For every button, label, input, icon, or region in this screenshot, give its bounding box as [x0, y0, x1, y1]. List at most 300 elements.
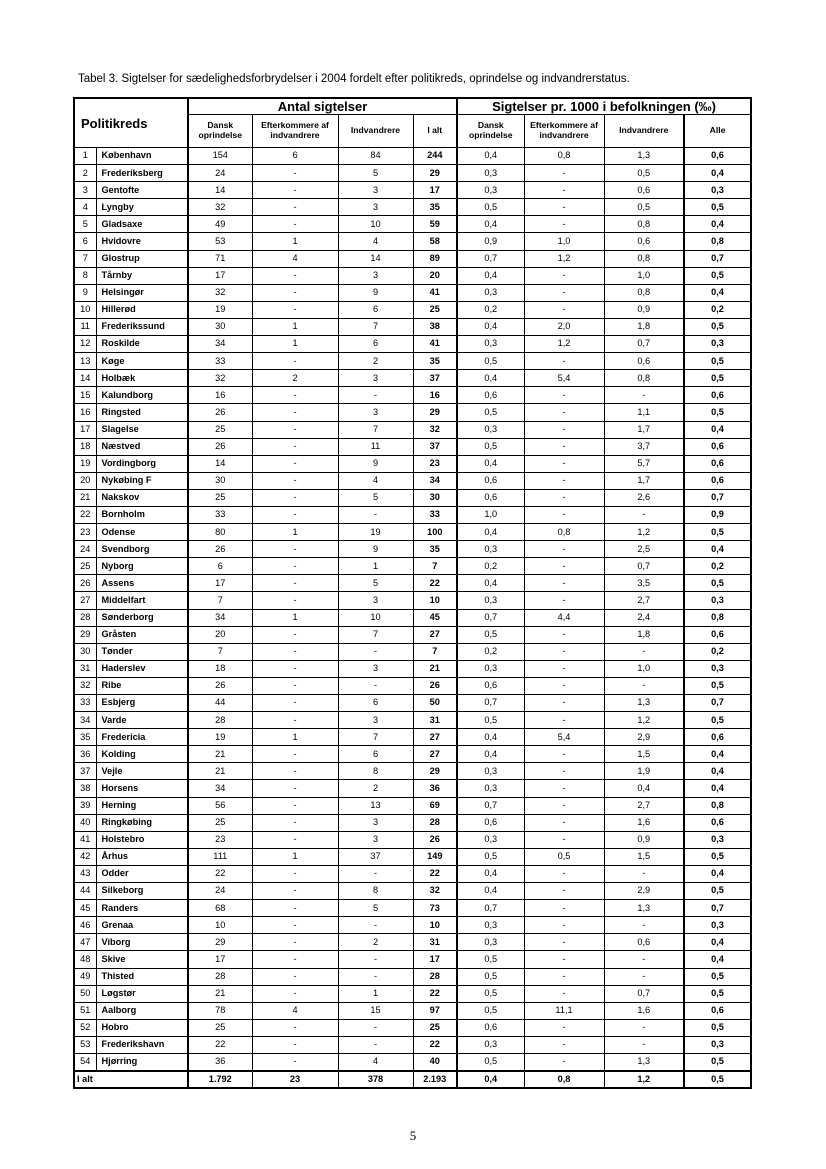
cell-indvandrere: 5 — [338, 575, 413, 592]
cell-efterkommere: - — [252, 489, 338, 506]
cell-rate-indvandrere: 1,9 — [604, 763, 684, 780]
cell-indvandrere: 8 — [338, 883, 413, 900]
cell-rate-alle: 0,2 — [684, 301, 751, 318]
cell-nr: 11 — [74, 318, 96, 335]
cell-rate-indvandrere: 2,4 — [604, 609, 684, 626]
cell-dansk: 26 — [188, 404, 252, 421]
cell-rate-dansk: 0,5 — [457, 951, 524, 968]
cell-i-alt: 29 — [413, 404, 457, 421]
table-row — [74, 797, 751, 814]
table-row — [74, 233, 751, 250]
cell-rate-efterkommere: 5,4 — [524, 729, 604, 746]
cell-indvandrere: 9 — [338, 541, 413, 558]
table-row — [74, 677, 751, 694]
cell-i-alt: 35 — [413, 541, 457, 558]
cell-rate-dansk: 0,6 — [457, 1019, 524, 1036]
cell-indvandrere: 6 — [338, 336, 413, 353]
cell-rate-efterkommere: - — [524, 951, 604, 968]
cell-indvandrere: 37 — [338, 848, 413, 865]
cell-rate-dansk: 0,6 — [457, 387, 524, 404]
cell-rate-efterkommere: 4,4 — [524, 609, 604, 626]
cell-rate-dansk: 0,4 — [457, 148, 524, 165]
header-politikreds: Politikreds — [74, 98, 188, 148]
cell-rate-dansk: 0,4 — [457, 318, 524, 335]
cell-rate-efterkommere: - — [524, 284, 604, 301]
cell-rate-indvandrere: - — [604, 1019, 684, 1036]
cell-efterkommere: 1 — [252, 848, 338, 865]
cell-i-alt: 17 — [413, 182, 457, 199]
cell-efterkommere: - — [252, 746, 338, 763]
cell-dansk: 21 — [188, 985, 252, 1002]
cell-politikreds: Viborg — [96, 934, 188, 951]
cell-nr: 30 — [74, 643, 96, 660]
cell-i-alt: 97 — [413, 1002, 457, 1019]
cell-dansk: 154 — [188, 148, 252, 165]
cell-efterkommere: - — [252, 660, 338, 677]
cell-efterkommere: 1 — [252, 318, 338, 335]
cell-rate-dansk: 0,6 — [457, 814, 524, 831]
cell-rate-indvandrere: 1,8 — [604, 318, 684, 335]
header-dansk: Dansk oprindelse — [188, 115, 252, 148]
cell-rate-alle: 0,5 — [684, 1019, 751, 1036]
cell-rate-alle: 0,6 — [684, 1002, 751, 1019]
cell-rate-indvandrere: 0,8 — [604, 284, 684, 301]
cell-nr: 40 — [74, 814, 96, 831]
cell-indvandrere: 11 — [338, 438, 413, 455]
cell-rate-alle: 0,4 — [684, 865, 751, 882]
cell-rate-alle: 0,7 — [684, 250, 751, 267]
cell-rate-indvandrere: 3,7 — [604, 438, 684, 455]
cell-i-alt: 25 — [413, 1019, 457, 1036]
table-row — [74, 763, 751, 780]
cell-rate-efterkommere: - — [524, 883, 604, 900]
cell-nr: 53 — [74, 1036, 96, 1053]
cell-rate-dansk: 0,7 — [457, 797, 524, 814]
cell-politikreds: Vordingborg — [96, 455, 188, 472]
header-antal-sigtelser: Antal sigtelser — [188, 98, 457, 115]
cell-nr: 15 — [74, 387, 96, 404]
cell-nr: 49 — [74, 968, 96, 985]
cell-nr: 32 — [74, 677, 96, 694]
table-row — [74, 524, 751, 541]
cell-efterkommere: - — [252, 900, 338, 917]
cell-i-alt: 22 — [413, 865, 457, 882]
cell-politikreds: Fredericia — [96, 729, 188, 746]
cell-rate-dansk: 0,9 — [457, 233, 524, 250]
cell-rate-alle: 0,5 — [684, 575, 751, 592]
cell-efterkommere: 2 — [252, 370, 338, 387]
cell-i-alt: 10 — [413, 592, 457, 609]
cell-nr: 1 — [74, 148, 96, 165]
cell-i-alt: 58 — [413, 233, 457, 250]
cell-dansk: 29 — [188, 934, 252, 951]
cell-total-label: I alt — [74, 1071, 188, 1088]
cell-rate-efterkommere: - — [524, 712, 604, 729]
table-row — [74, 370, 751, 387]
cell-rate-indvandrere: 0,9 — [604, 831, 684, 848]
cell-rate-dansk: 0,5 — [457, 626, 524, 643]
cell-rate-alle: 0,5 — [684, 848, 751, 865]
cell-i-alt: 10 — [413, 917, 457, 934]
cell-rate-alle: 0,6 — [684, 387, 751, 404]
cell-dansk: 34 — [188, 336, 252, 353]
cell-rate-alle: 0,3 — [684, 1036, 751, 1053]
cell-rate-indvandrere: 1,0 — [604, 660, 684, 677]
table-row — [74, 968, 751, 985]
cell-i-alt: 45 — [413, 609, 457, 626]
cell-efterkommere: - — [252, 643, 338, 660]
cell-nr: 17 — [74, 421, 96, 438]
cell-rate-alle: 0,6 — [684, 472, 751, 489]
cell-rate-alle: 0,4 — [684, 284, 751, 301]
cell-dansk: 7 — [188, 643, 252, 660]
cell-rate-dansk: 0,3 — [457, 336, 524, 353]
table-row — [74, 746, 751, 763]
cell-nr: 26 — [74, 575, 96, 592]
cell-politikreds: Frederikssund — [96, 318, 188, 335]
cell-dansk: 68 — [188, 900, 252, 917]
cell-indvandrere: 7 — [338, 729, 413, 746]
cell-rate-alle: 0,4 — [684, 746, 751, 763]
cell-efterkommere: - — [252, 883, 338, 900]
cell-i-alt: 25 — [413, 301, 457, 318]
cell-dansk: 36 — [188, 1053, 252, 1070]
cell-indvandrere: 4 — [338, 472, 413, 489]
cell-rate-dansk: 0,6 — [457, 489, 524, 506]
cell-efterkommere: - — [252, 575, 338, 592]
cell-nr: 39 — [74, 797, 96, 814]
cell-rate-indvandrere: 0,8 — [604, 250, 684, 267]
cell-i-alt: 16 — [413, 387, 457, 404]
cell-rate-indvandrere: 0,5 — [604, 165, 684, 182]
cell-i-alt: 28 — [413, 814, 457, 831]
cell-efterkommere: - — [252, 1036, 338, 1053]
cell-rate-indvandrere: 0,4 — [604, 780, 684, 797]
cell-rate-indvandrere: 1,2 — [604, 524, 684, 541]
cell-i-alt: 26 — [413, 677, 457, 694]
cell-rate-efterkommere: - — [524, 985, 604, 1002]
cell-nr: 27 — [74, 592, 96, 609]
cell-politikreds: Kolding — [96, 746, 188, 763]
cell-rate-alle: 0,7 — [684, 489, 751, 506]
cell-dansk: 49 — [188, 216, 252, 233]
cell-rate-dansk: 0,4 — [457, 729, 524, 746]
cell-dansk: 24 — [188, 165, 252, 182]
cell-i-alt: 27 — [413, 746, 457, 763]
cell-rate-dansk: 0,2 — [457, 643, 524, 660]
cell-indvandrere: 19 — [338, 524, 413, 541]
cell-nr: 5 — [74, 216, 96, 233]
cell-rate-efterkommere: - — [524, 438, 604, 455]
cell-rate-indvandrere: 0,7 — [604, 336, 684, 353]
table-row — [74, 1036, 751, 1053]
cell-indvandrere: 6 — [338, 301, 413, 318]
cell-efterkommere: - — [252, 814, 338, 831]
cell-rate-indvandrere: 1,6 — [604, 1002, 684, 1019]
cell-i-alt: 37 — [413, 370, 457, 387]
cell-i-alt: 100 — [413, 524, 457, 541]
cell-dansk: 17 — [188, 575, 252, 592]
cell-i-alt: 73 — [413, 900, 457, 917]
cell-rate-alle: 0,4 — [684, 934, 751, 951]
cell-indvandrere: 13 — [338, 797, 413, 814]
cell-i-alt: 20 — [413, 267, 457, 284]
cell-dansk: 7 — [188, 592, 252, 609]
cell-politikreds: Løgstør — [96, 985, 188, 1002]
cell-rate-indvandrere: - — [604, 968, 684, 985]
cell-dansk: 19 — [188, 301, 252, 318]
cell-efterkommere: - — [252, 506, 338, 523]
cell-efterkommere: - — [252, 1019, 338, 1036]
cell-dansk: 17 — [188, 951, 252, 968]
cell-nr: 44 — [74, 883, 96, 900]
cell-politikreds: Ringsted — [96, 404, 188, 421]
cell-rate-efterkommere: - — [524, 421, 604, 438]
cell-rate-efterkommere: - — [524, 267, 604, 284]
cell-rate-alle: 0,6 — [684, 148, 751, 165]
table-row — [74, 353, 751, 370]
cell-i-alt: 244 — [413, 148, 457, 165]
table-row — [74, 814, 751, 831]
cell-rate-alle: 0,8 — [684, 233, 751, 250]
cell-politikreds: Aalborg — [96, 1002, 188, 1019]
cell-politikreds: Odense — [96, 524, 188, 541]
cell-indvandrere: 14 — [338, 250, 413, 267]
total-cell-indvandrere: 378 — [338, 1071, 413, 1088]
cell-rate-alle: 0,6 — [684, 626, 751, 643]
cell-nr: 31 — [74, 660, 96, 677]
cell-politikreds: Gentofte — [96, 182, 188, 199]
cell-indvandrere: 1 — [338, 558, 413, 575]
cell-dansk: 111 — [188, 848, 252, 865]
cell-dansk: 18 — [188, 660, 252, 677]
cell-politikreds: Assens — [96, 575, 188, 592]
cell-politikreds: Holstebro — [96, 831, 188, 848]
cell-rate-dansk: 0,3 — [457, 763, 524, 780]
cell-politikreds: Bornholm — [96, 506, 188, 523]
cell-rate-efterkommere: 0,8 — [524, 148, 604, 165]
table-row — [74, 575, 751, 592]
cell-rate-dansk: 0,4 — [457, 370, 524, 387]
cell-rate-indvandrere: 1,0 — [604, 267, 684, 284]
cell-rate-alle: 0,2 — [684, 643, 751, 660]
cell-indvandrere: - — [338, 643, 413, 660]
cell-dansk: 80 — [188, 524, 252, 541]
cell-nr: 3 — [74, 182, 96, 199]
cell-rate-dansk: 0,5 — [457, 848, 524, 865]
table-row — [74, 267, 751, 284]
cell-rate-efterkommere: - — [524, 301, 604, 318]
cell-rate-indvandrere: 2,7 — [604, 797, 684, 814]
cell-dansk: 21 — [188, 746, 252, 763]
cell-politikreds: Randers — [96, 900, 188, 917]
cell-efterkommere: - — [252, 951, 338, 968]
table-row — [74, 541, 751, 558]
table-row — [74, 506, 751, 523]
cell-efterkommere: - — [252, 780, 338, 797]
cell-rate-alle: 0,6 — [684, 729, 751, 746]
cell-dansk: 28 — [188, 712, 252, 729]
cell-politikreds: Glostrup — [96, 250, 188, 267]
table-row — [74, 985, 751, 1002]
cell-rate-dansk: 0,5 — [457, 353, 524, 370]
cell-dansk: 30 — [188, 472, 252, 489]
cell-efterkommere: - — [252, 1053, 338, 1070]
cell-rate-alle: 0,5 — [684, 677, 751, 694]
table-row — [74, 917, 751, 934]
cell-rate-indvandrere: 2,7 — [604, 592, 684, 609]
cell-rate-dansk: 0,3 — [457, 592, 524, 609]
cell-nr: 7 — [74, 250, 96, 267]
cell-efterkommere: - — [252, 165, 338, 182]
cell-indvandrere: 3 — [338, 814, 413, 831]
cell-nr: 38 — [74, 780, 96, 797]
cell-i-alt: 22 — [413, 575, 457, 592]
cell-rate-alle: 0,3 — [684, 182, 751, 199]
cell-i-alt: 27 — [413, 626, 457, 643]
cell-politikreds: København — [96, 148, 188, 165]
cell-indvandrere: 9 — [338, 284, 413, 301]
cell-efterkommere: - — [252, 216, 338, 233]
cell-rate-efterkommere: 1,2 — [524, 336, 604, 353]
cell-politikreds: Århus — [96, 848, 188, 865]
cell-politikreds: Grenaa — [96, 917, 188, 934]
table-row — [74, 660, 751, 677]
cell-dansk: 6 — [188, 558, 252, 575]
cell-rate-dansk: 0,5 — [457, 1002, 524, 1019]
table-row — [74, 1019, 751, 1036]
cell-i-alt: 50 — [413, 695, 457, 712]
cell-rate-indvandrere: 0,6 — [604, 353, 684, 370]
header-rate-dansk: Dansk oprindelse — [457, 115, 524, 148]
cell-dansk: 26 — [188, 677, 252, 694]
cell-dansk: 32 — [188, 199, 252, 216]
header-efterkommere: Efterkommere af indvandrere — [252, 115, 338, 148]
table-row — [74, 626, 751, 643]
cell-rate-efterkommere: - — [524, 1036, 604, 1053]
cell-politikreds: Sønderborg — [96, 609, 188, 626]
cell-rate-indvandrere: 0,8 — [604, 370, 684, 387]
cell-nr: 16 — [74, 404, 96, 421]
table-row — [74, 489, 751, 506]
cell-rate-indvandrere: 0,6 — [604, 934, 684, 951]
cell-rate-efterkommere: - — [524, 575, 604, 592]
table-row — [74, 199, 751, 216]
cell-politikreds: Haderslev — [96, 660, 188, 677]
cell-rate-dansk: 0,7 — [457, 609, 524, 626]
cell-rate-alle: 0,5 — [684, 883, 751, 900]
cell-nr: 45 — [74, 900, 96, 917]
cell-rate-efterkommere: - — [524, 506, 604, 523]
cell-rate-indvandrere: 2,5 — [604, 541, 684, 558]
table-row — [74, 318, 751, 335]
cell-rate-indvandrere: 3,5 — [604, 575, 684, 592]
cell-rate-indvandrere: 0,6 — [604, 182, 684, 199]
cell-nr: 19 — [74, 455, 96, 472]
table-row — [74, 250, 751, 267]
cell-dansk: 28 — [188, 968, 252, 985]
cell-indvandrere: 5 — [338, 900, 413, 917]
cell-dansk: 14 — [188, 182, 252, 199]
cell-rate-indvandrere: 1,3 — [604, 1053, 684, 1070]
cell-nr: 35 — [74, 729, 96, 746]
cell-nr: 13 — [74, 353, 96, 370]
cell-i-alt: 149 — [413, 848, 457, 865]
cell-rate-indvandrere: 0,9 — [604, 301, 684, 318]
cell-efterkommere: 1 — [252, 524, 338, 541]
cell-rate-dansk: 0,4 — [457, 267, 524, 284]
cell-efterkommere: - — [252, 301, 338, 318]
cell-nr: 34 — [74, 712, 96, 729]
cell-rate-indvandrere: - — [604, 951, 684, 968]
cell-rate-indvandrere: 2,9 — [604, 883, 684, 900]
cell-rate-alle: 0,8 — [684, 797, 751, 814]
cell-indvandrere: 3 — [338, 592, 413, 609]
cell-rate-efterkommere: - — [524, 660, 604, 677]
cell-rate-dansk: 0,5 — [457, 199, 524, 216]
cell-rate-alle: 0,4 — [684, 763, 751, 780]
table-row — [74, 336, 751, 353]
cell-rate-alle: 0,3 — [684, 660, 751, 677]
cell-rate-alle: 0,5 — [684, 712, 751, 729]
cell-rate-indvandrere: 0,7 — [604, 985, 684, 1002]
cell-efterkommere: - — [252, 541, 338, 558]
cell-i-alt: 33 — [413, 506, 457, 523]
cell-rate-dansk: 0,5 — [457, 985, 524, 1002]
cell-rate-dansk: 0,3 — [457, 917, 524, 934]
cell-politikreds: Lyngby — [96, 199, 188, 216]
cell-efterkommere: - — [252, 695, 338, 712]
header-i-alt: I alt — [413, 115, 457, 148]
cell-rate-indvandrere: - — [604, 1036, 684, 1053]
cell-rate-alle: 0,5 — [684, 968, 751, 985]
cell-dansk: 34 — [188, 609, 252, 626]
cell-rate-efterkommere: 11,1 — [524, 1002, 604, 1019]
cell-indvandrere: 3 — [338, 267, 413, 284]
cell-i-alt: 34 — [413, 472, 457, 489]
total-cell-rate-dansk: 0,4 — [457, 1071, 524, 1088]
cell-politikreds: Slagelse — [96, 421, 188, 438]
cell-efterkommere: - — [252, 763, 338, 780]
cell-rate-efterkommere: - — [524, 677, 604, 694]
cell-nr: 37 — [74, 763, 96, 780]
cell-dansk: 53 — [188, 233, 252, 250]
cell-efterkommere: 1 — [252, 336, 338, 353]
cell-indvandrere: 2 — [338, 934, 413, 951]
cell-politikreds: Silkeborg — [96, 883, 188, 900]
cell-rate-efterkommere: - — [524, 831, 604, 848]
cell-efterkommere: - — [252, 797, 338, 814]
cell-indvandrere: 3 — [338, 404, 413, 421]
cell-indvandrere: 7 — [338, 421, 413, 438]
cell-indvandrere: 4 — [338, 233, 413, 250]
table-row — [74, 592, 751, 609]
cell-efterkommere: - — [252, 934, 338, 951]
cell-indvandrere: - — [338, 1019, 413, 1036]
cell-rate-efterkommere: - — [524, 541, 604, 558]
cell-rate-efterkommere: - — [524, 780, 604, 797]
cell-i-alt: 30 — [413, 489, 457, 506]
cell-rate-alle: 0,9 — [684, 506, 751, 523]
cell-efterkommere: - — [252, 199, 338, 216]
cell-i-alt: 32 — [413, 421, 457, 438]
cell-indvandrere: - — [338, 968, 413, 985]
cell-i-alt: 7 — [413, 558, 457, 575]
cell-rate-efterkommere: - — [524, 558, 604, 575]
cell-rate-dansk: 0,4 — [457, 575, 524, 592]
table-row — [74, 472, 751, 489]
cell-nr: 33 — [74, 695, 96, 712]
